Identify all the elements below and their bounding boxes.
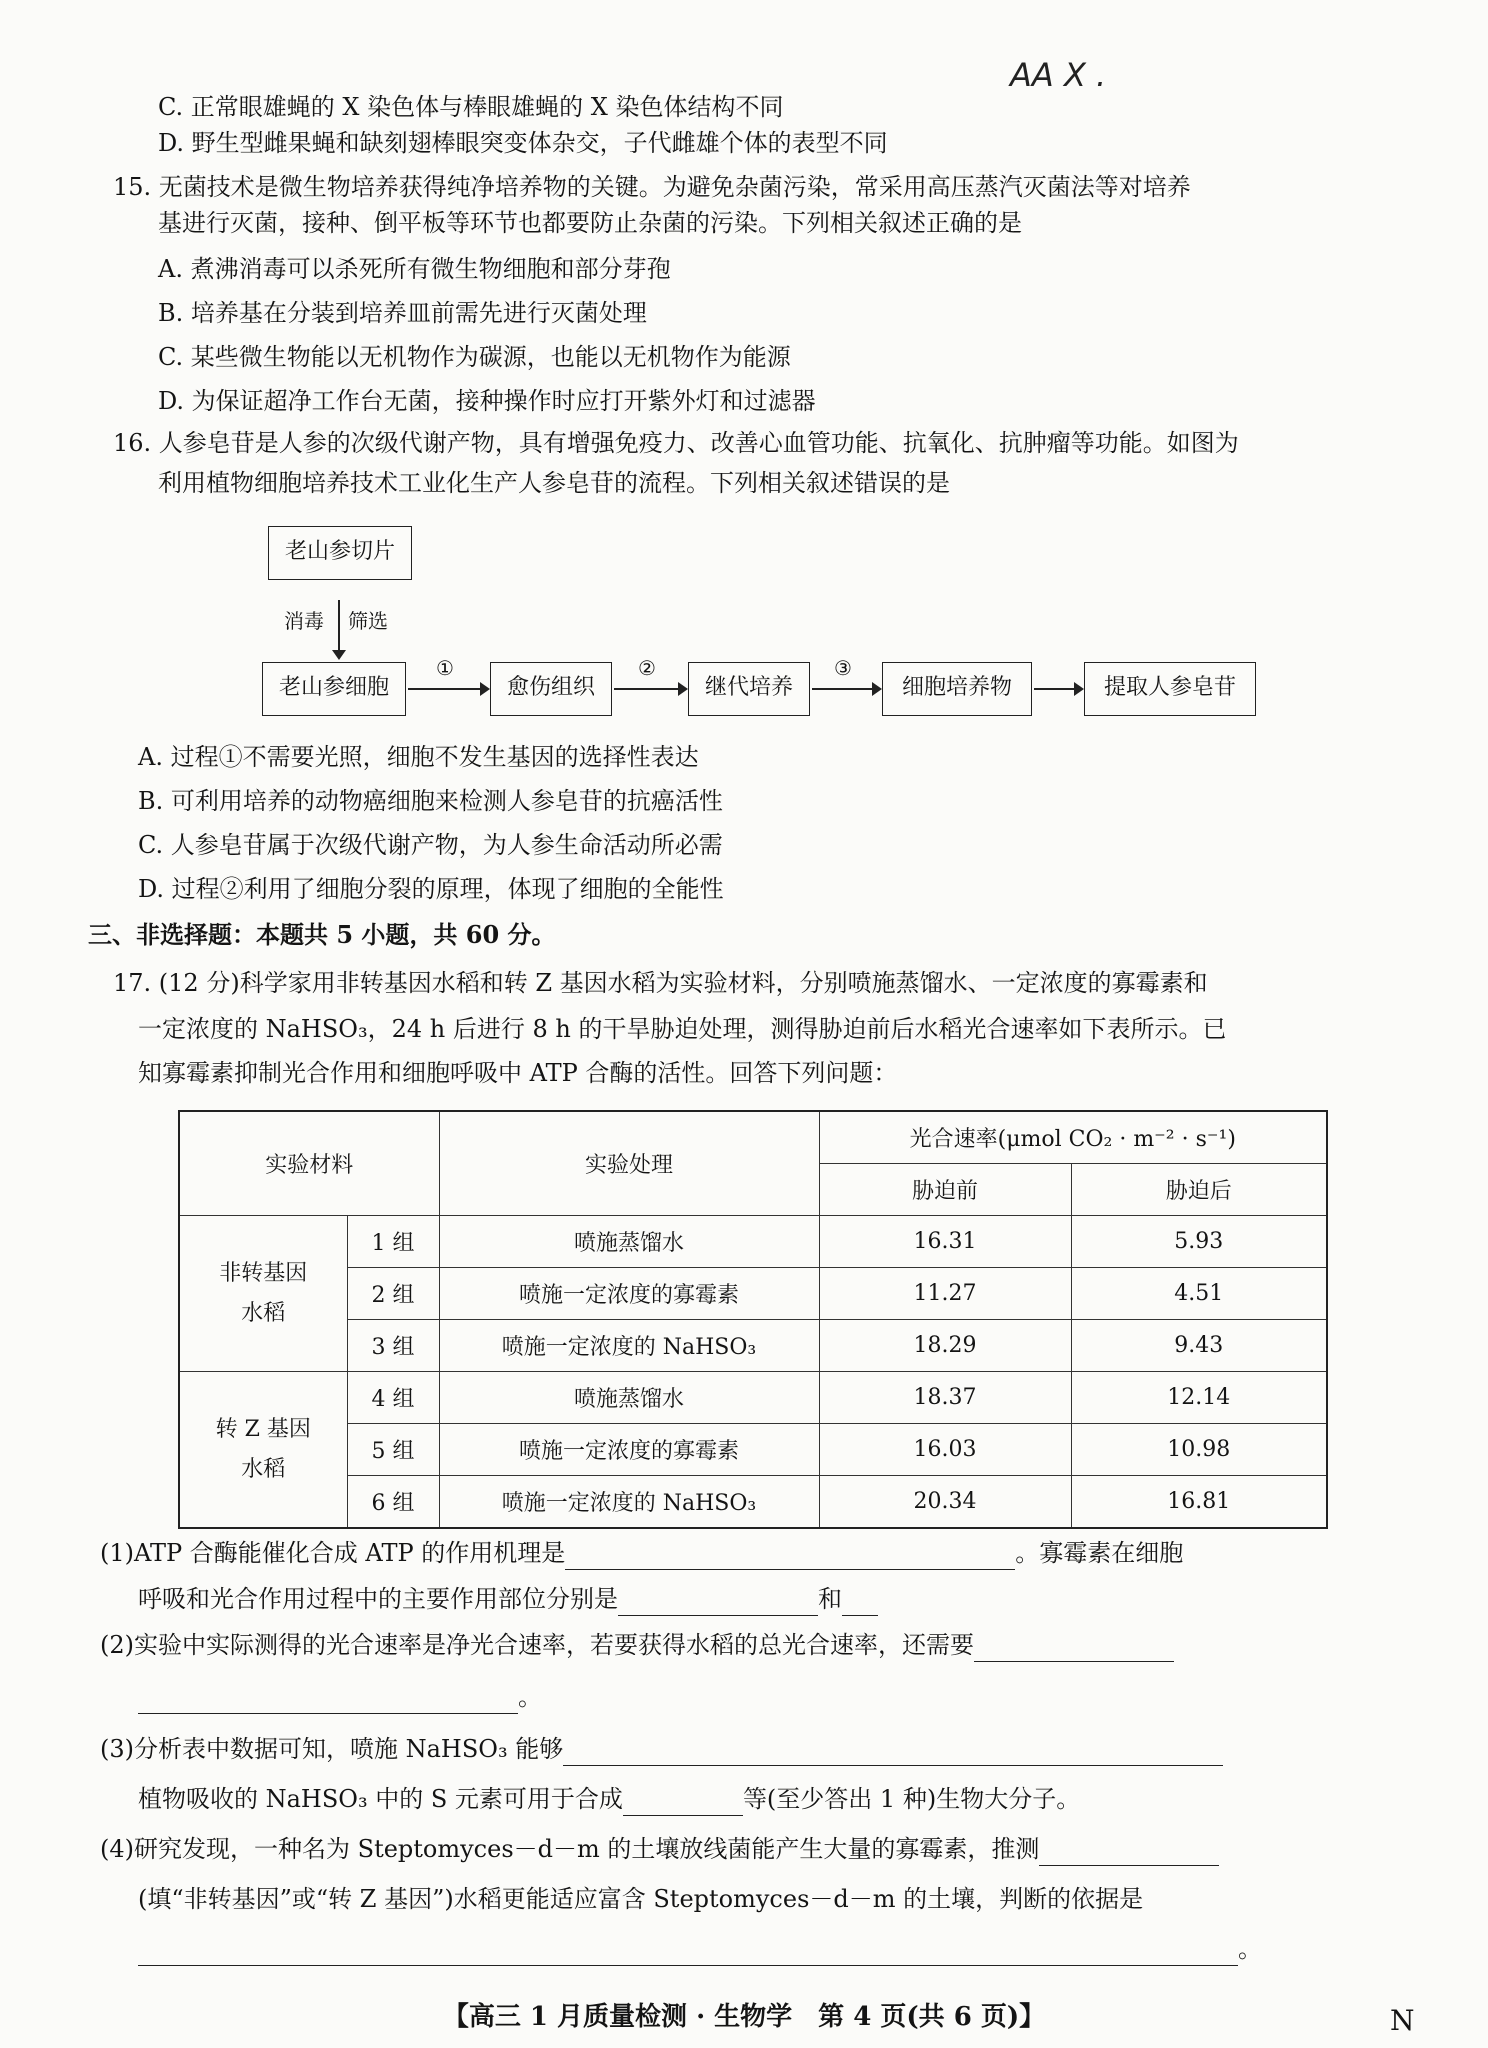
group-label-nontransgenic: 非转基因 水稻 — [179, 1216, 347, 1372]
q17-part4-line1 — [100, 1832, 1219, 1866]
before-cell: 16.31 — [819, 1216, 1071, 1268]
flow-arrow-2 — [614, 688, 686, 690]
after-cell: 10.98 — [1071, 1424, 1327, 1476]
answer-blank[interactable] — [565, 1543, 1015, 1570]
q17-part3-text-c: 等(至少答出 1 种)生物大分子。 — [742, 1785, 1081, 1813]
answer-blank[interactable] — [842, 1589, 878, 1616]
q15-option-c: C. 某些微生物能以无机物作为碳源，也能以无机物作为能源 — [158, 343, 791, 371]
q17-part4-text: (4)研究发现，一种名为 Steptomyces－d－m 的土壤放线菌能产生大量的寡霉素，推测 — [100, 1835, 1040, 1863]
q17-stem-line1: 17. (12 分)科学家用非转基因水稻和转 Z 基因水稻为实验材料，分别喷施蒸馏水、一定浓度的寡霉素和 — [113, 969, 1208, 997]
q17-part3-text-b: 植物吸收的 NaHSO₃ 中的 S 元素可用于合成 — [138, 1785, 623, 1813]
q17-part1-line1 — [100, 1536, 1183, 1570]
q17-part3-line1 — [100, 1732, 1223, 1766]
flow-label-disinfect: 消毒 — [284, 609, 324, 633]
treatment-cell: 喷施一定浓度的寡霉素 — [439, 1424, 819, 1476]
q17-part4-line2 — [138, 1882, 1143, 1916]
after-cell: 12.14 — [1071, 1372, 1327, 1424]
answer-blank[interactable] — [138, 1939, 1238, 1966]
table-row — [179, 1424, 1327, 1476]
q17-part1-line2 — [138, 1582, 878, 1616]
flow-box-extract: 提取人参皂苷 — [1084, 662, 1256, 716]
header-treatment: 实验处理 — [439, 1111, 819, 1216]
group-number: 3 组 — [347, 1320, 439, 1372]
data-table — [178, 1110, 1328, 1529]
treatment-cell: 喷施蒸馏水 — [439, 1372, 819, 1424]
q17-part4-line3 — [138, 1932, 1262, 1966]
flow-label-screen: 筛选 — [348, 609, 388, 633]
header-material: 实验材料 — [179, 1111, 439, 1216]
q17-part1-text-d: 和 — [818, 1585, 842, 1613]
flow-arrow-4 — [1034, 688, 1082, 690]
q16-option-b: B. 可利用培养的动物癌细胞来检测人参皂苷的抗癌活性 — [138, 787, 723, 815]
table-row — [179, 1320, 1327, 1372]
before-cell: 18.29 — [819, 1320, 1071, 1372]
corner-letter: N — [1390, 2004, 1415, 2037]
flow-box-culture: 细胞培养物 — [882, 662, 1032, 716]
before-cell: 16.03 — [819, 1424, 1071, 1476]
header-after: 胁迫后 — [1071, 1164, 1327, 1216]
flow-step-1: ① — [436, 656, 454, 680]
q15-option-b: B. 培养基在分装到培养皿前需先进行灭菌处理 — [158, 299, 647, 327]
header-before: 胁迫前 — [819, 1164, 1071, 1216]
group-number: 4 组 — [347, 1372, 439, 1424]
q17-part2-text: (2)实验中实际测得的光合速率是净光合速率，若要获得水稻的总光合速率，还需要 — [100, 1631, 974, 1659]
flow-box-subculture: 继代培养 — [688, 662, 810, 716]
treatment-cell: 喷施一定浓度的 NaHSO₃ — [439, 1320, 819, 1372]
q16-option-a: A. 过程①不需要光照，细胞不发生基因的选择性表达 — [138, 743, 699, 771]
q17-part3-text: (3)分析表中数据可知，喷施 NaHSO₃ 能够 — [100, 1735, 564, 1763]
table-row — [179, 1268, 1327, 1320]
group-number: 6 组 — [347, 1476, 439, 1529]
group-number: 5 组 — [347, 1424, 439, 1476]
q16-option-c: C. 人参皂苷属于次级代谢产物，为人参生命活动所必需 — [138, 831, 723, 859]
table-row — [179, 1476, 1327, 1529]
q17-part2-end: 。 — [518, 1683, 542, 1711]
table-row — [179, 1372, 1327, 1424]
q16-stem-line1: 16. 人参皂苷是人参的次级代谢产物，具有增强免疫力、改善心血管功能、抗氧化、抗肿瘤等功能。如图为 — [113, 429, 1239, 457]
flow-step-3: ③ — [834, 656, 852, 680]
q17-part4-text-b: (填“非转基因”或“转 Z 基因”)水稻更能适应富含 Steptomyces－d－m 的土壤，判断的依据是 — [138, 1885, 1144, 1913]
flow-arrow-1 — [408, 688, 488, 690]
treatment-cell: 喷施一定浓度的 NaHSO₃ — [439, 1476, 819, 1529]
after-cell: 5.93 — [1071, 1216, 1327, 1268]
before-cell: 11.27 — [819, 1268, 1071, 1320]
flow-box-cells: 老山参细胞 — [262, 662, 406, 716]
answer-blank[interactable] — [618, 1589, 818, 1616]
before-cell: 18.37 — [819, 1372, 1071, 1424]
q17-part3-line2 — [138, 1782, 1080, 1816]
handwritten-mark: AA X . — [1010, 56, 1107, 94]
section-heading: 三、非选择题：本题共 5 小题，共 60 分。 — [88, 920, 556, 949]
group-number: 2 组 — [347, 1268, 439, 1320]
flow-arrow-3 — [812, 688, 880, 690]
q17-part1-text: (1)ATP 合酶能催化合成 ATP 的作用机理是 — [100, 1539, 566, 1567]
q17-part4-end: 。 — [1238, 1935, 1262, 1963]
q16-stem-line2: 利用植物细胞培养技术工业化生产人参皂苷的流程。下列相关叙述错误的是 — [158, 469, 950, 497]
after-cell: 9.43 — [1071, 1320, 1327, 1372]
answer-blank[interactable] — [623, 1789, 743, 1816]
after-cell: 16.81 — [1071, 1476, 1327, 1529]
q17-stem-line2: 一定浓度的 NaHSO₃，24 h 后进行 8 h 的干旱胁迫处理，测得胁迫前后水稻光合速率如下表所示。已 — [138, 1015, 1227, 1043]
q14-option-c: C. 正常眼雄蝇的 X 染色体与棒眼雄蝇的 X 染色体结构不同 — [158, 93, 784, 121]
treatment-cell: 喷施一定浓度的寡霉素 — [439, 1268, 819, 1320]
flow-step-2: ② — [638, 656, 656, 680]
q15-option-a: A. 煮沸消毒可以杀死所有微生物细胞和部分芽孢 — [158, 255, 671, 283]
q17-part1-text-c: 呼吸和光合作用过程中的主要作用部位分别是 — [138, 1585, 618, 1613]
group-number: 1 组 — [347, 1216, 439, 1268]
q17-part2-line1 — [100, 1628, 1174, 1662]
page-footer: 【高三 1 月质量检测 · 生物学 第 4 页(共 6 页)】 — [442, 2002, 1046, 2032]
table-row — [179, 1216, 1327, 1268]
answer-blank[interactable] — [1039, 1839, 1219, 1866]
answer-blank[interactable] — [138, 1687, 518, 1714]
q17-stem-line3: 知寡霉素抑制光合作用和细胞呼吸中 ATP 合酶的活性。回答下列问题： — [138, 1059, 898, 1087]
flow-box-slices: 老山参切片 — [268, 526, 412, 580]
q17-part2-line2 — [138, 1680, 542, 1714]
treatment-cell: 喷施蒸馏水 — [439, 1216, 819, 1268]
group-label-transgenic: 转 Z 基因 水稻 — [179, 1372, 347, 1529]
flow-box-callus: 愈伤组织 — [490, 662, 612, 716]
flow-down-arrow — [338, 600, 340, 658]
q15-stem-line1: 15. 无菌技术是微生物培养获得纯净培养物的关键。为避免杂菌污染，常采用高压蒸汽灭菌法等对培养 — [113, 173, 1191, 201]
answer-blank[interactable] — [563, 1739, 1223, 1766]
q15-option-d: D. 为保证超净工作台无菌，接种操作时应打开紫外灯和过滤器 — [158, 387, 816, 415]
answer-blank[interactable] — [974, 1635, 1174, 1662]
q14-option-d: D. 野生型雌果蝇和缺刻翅棒眼突变体杂交，子代雌雄个体的表型不同 — [158, 129, 888, 157]
q15-stem-line2: 基进行灭菌，接种、倒平板等环节也都要防止杂菌的污染。下列相关叙述正确的是 — [158, 209, 1022, 237]
header-rate: 光合速率(μmol CO₂ · m⁻² · s⁻¹) — [819, 1111, 1327, 1164]
q16-option-d: D. 过程②利用了细胞分裂的原理，体现了细胞的全能性 — [138, 875, 724, 903]
after-cell: 4.51 — [1071, 1268, 1327, 1320]
q17-part1-text-b: 。寡霉素在细胞 — [1015, 1539, 1184, 1567]
before-cell: 20.34 — [819, 1476, 1071, 1529]
